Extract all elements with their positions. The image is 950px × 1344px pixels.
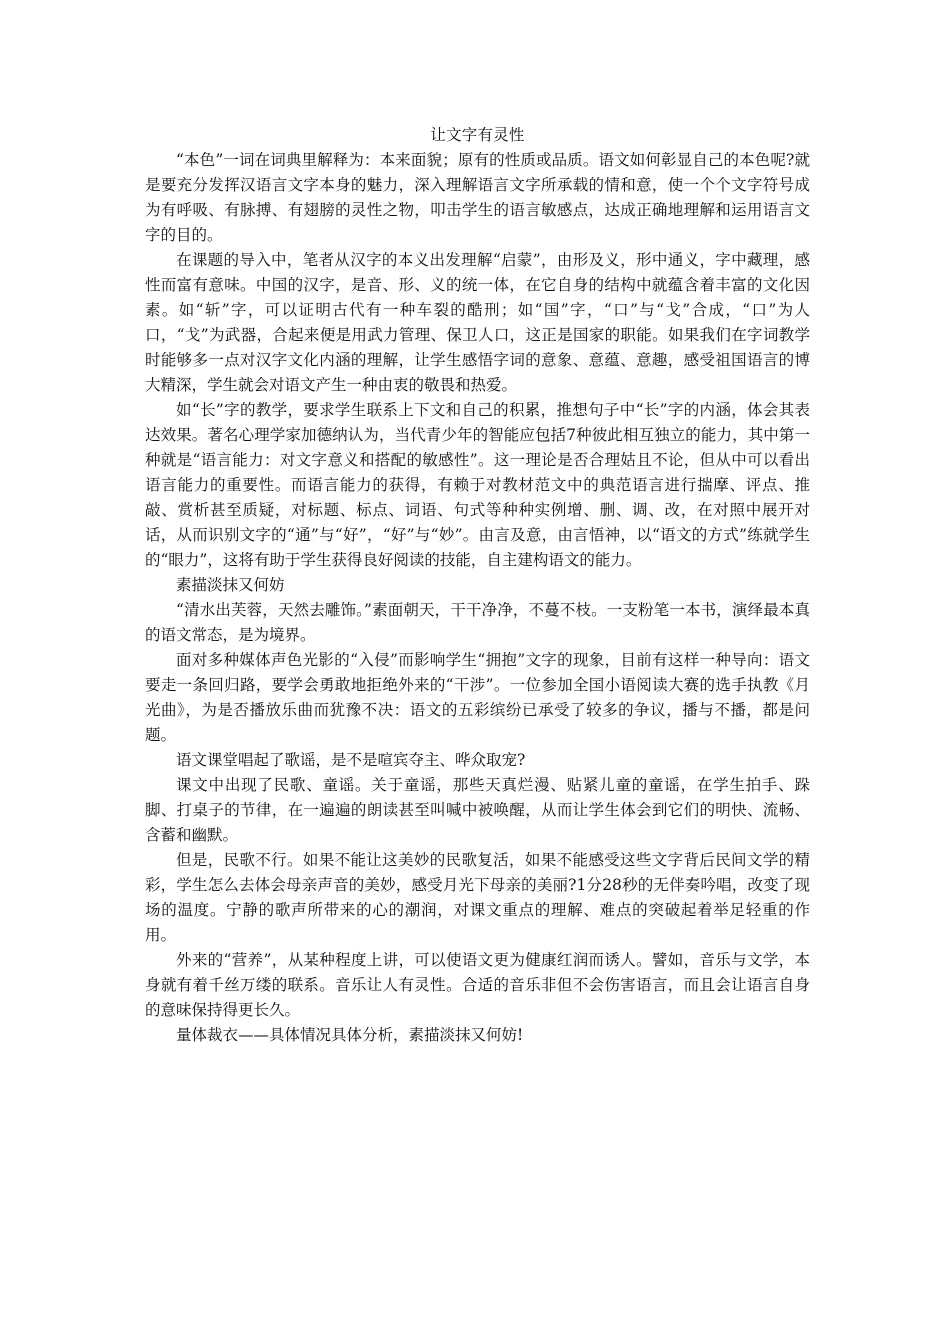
- paragraph-3: 如“长”字的教学，要求学生联系上下文和自己的积累，推想句子中“长”字的内涵，体会其表达效果。著名心理学家加德纳认为，当代青少年的智能应包括7种彼此相互独立的能力，其中第一种就是“语言能力：对文字意义和搭配的敏感性”。这一理论是否合理姑且不论，但从中可以看出语言能力的重要性。而语言能力的获得，有赖于对教材范文中的典范语言进行揣摩、评点、推敲、赏析甚至质疑，对标题、标点、词语、句式等种种实例增、删、调、改，在对照中展开对话，从而识别文字的“通”与“好”，“好”与“妙”。由言及意，由言悟神，以“语文的方式”练就学生的“眼力”，这将有助于学生获得良好阅读的技能，自主建构语文的能力。: [145, 401, 810, 569]
- paragraph-6: 面对多种媒体声色光影的“入侵”而影响学生“拥抱”文字的现象，目前有这样一种导向：语文要走一条回归路，要学会勇敢地拒绝外来的“干涉”。一位参加全国小语阅读大赛的选手执教《月光曲》，为是否播放乐曲而犹豫不决：语文的五彩缤纷已承受了较多的争议，播与不播，都是问题。: [145, 651, 810, 744]
- paragraph-8: 课文中出现了民歌、童谣。关于童谣，那些天真烂漫、贴紧儿童的童谣，在学生拍手、跺脚、打桌子的节律，在一遍遍的朗读甚至叫喊中被唤醒，从而让学生体会到它们的明快、流畅、含蓄和幽默。: [145, 776, 810, 844]
- document-title: 让文字有灵性: [430, 126, 525, 144]
- paragraph-10: 外来的“营养”，从某种程度上讲，可以使语文更为健康红润而诱人。譬如，音乐与文学，本身就有着千丝万缕的联系。音乐让人有灵性。合适的音乐非但不会伤害语言，而且会让语言自身的意味保持得更长久。: [145, 951, 810, 1019]
- paragraph-7: 语文课堂唱起了歌谣，是不是喧宾夺主、哗众取宠?: [176, 751, 526, 769]
- document-page: [145, 124, 810, 1048]
- paragraph-1: “本色”一词在词典里解释为：本来面貌；原有的性质或品质。语文如何彰显自己的本色呢?就是要充分发挥汉语言文字本身的魅力，深入理解语言文字所承载的情和意，使一个个文字符号成为有呼吸、有脉搏、有翅膀的灵性之物，叩击学生的语言敏感点，达成正确地理解和运用语言文字的目的。: [145, 151, 810, 244]
- paragraph-11: 量体裁衣——具体情况具体分析，素描淡抹又何妨!: [176, 1026, 524, 1044]
- paragraph-2: 在课题的导入中，笔者从汉字的本义出发理解“启蒙”，由形及义，形中通义，字中藏理，感性而富有意味。中国的汉字，是音、形、义的统一体，在它自身的结构中就蕴含着丰富的文化因素。如“斩”字，可以证明古代有一种车裂的酷刑；如“国”字，“口”与“戈”合成，“口”为人口，“戈”为武器，合起来便是用武力管理、保卫人口，这正是国家的职能。如果我们在字词教学时能够多一点对汉字文化内涵的理解，让学生感悟字词的意象、意蕴、意趣，感受祖国语言的博大精深，学生就会对语文产生一种由衷的敬畏和热爱。: [145, 251, 810, 394]
- paragraph-5: “清水出芙蓉，天然去雕饰。”素面朝天，干干净净，不蔓不枝。一支粉笔一本书，演绎最本真的语文常态，是为境界。: [145, 601, 810, 644]
- section-heading: 素描淡抹又何妨: [176, 576, 285, 594]
- paragraph-9: 但是，民歌不行。如果不能让这美妙的民歌复活，如果不能感受这些文字背后民间文学的精彩，学生怎么去体会母亲声音的美妙，感受月光下母亲的美丽?1分28秒的无伴奏吟唱，改变了现场的温度。宁静的歌声所带来的心的潮润，对课文重点的理解、难点的突破起着举足轻重的作用。: [145, 851, 810, 944]
